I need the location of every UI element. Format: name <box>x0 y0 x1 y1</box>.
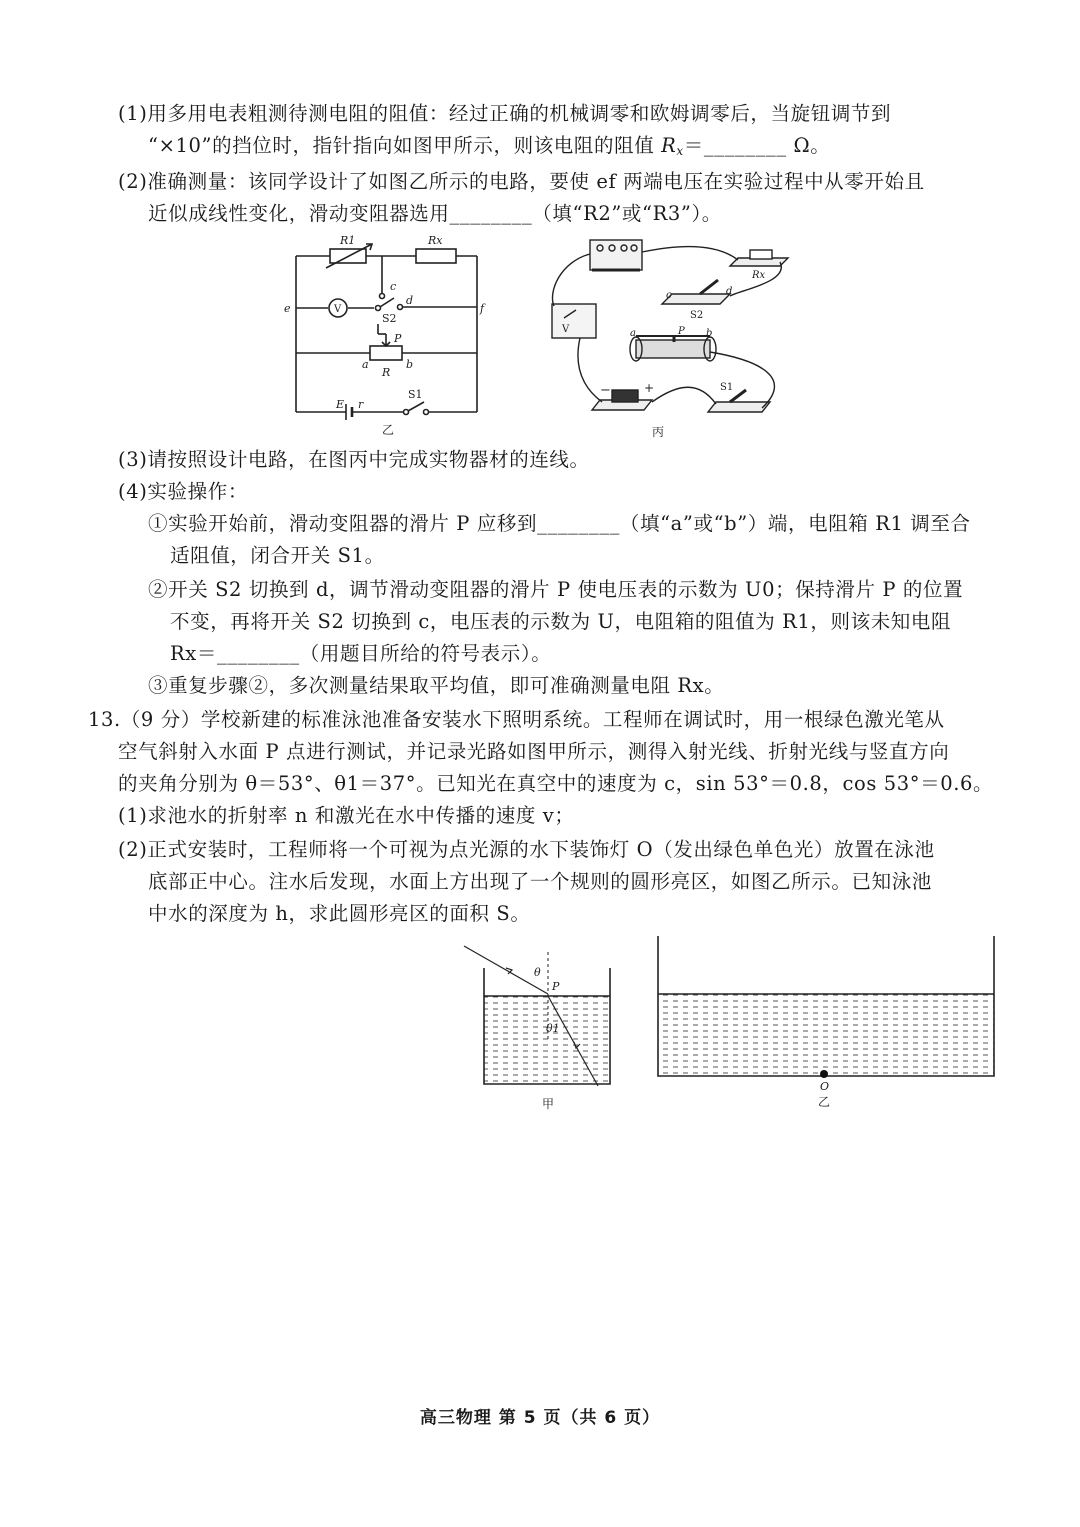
bing-label-s1: S1 <box>720 382 734 393</box>
bing-label-v: V <box>562 324 570 335</box>
label-voltmeter: V <box>334 304 342 315</box>
q12-part2-line2: 近似成线性变化，滑动变阻器选用________（填“R2”或“R3”）。 <box>148 202 722 225</box>
q13-part2-line3: 中水的深度为 h，求此圆形亮区的面积 S。 <box>148 902 531 925</box>
rx-symbol: $R_x$ <box>661 134 684 158</box>
label-a: a <box>362 358 369 371</box>
label-c: c <box>390 280 397 293</box>
circuit-diagram-yi <box>282 228 497 438</box>
label-s1: S1 <box>408 388 423 401</box>
q12-part4-step1-line1: ①实验开始前，滑动变阻器的滑片 P 应移到________（填“a”或“b”）端，电阻箱 R1 调至合 <box>148 512 971 535</box>
bing-label-s2: S2 <box>690 310 704 321</box>
label-e-source: E <box>336 398 345 411</box>
q12-part4-step1-line2: 适阻值，闭合开关 S1。 <box>170 544 385 567</box>
q13-part2-line2: 底部正中心。注水后发现，水面上方出现了一个规则的圆形亮区，如图乙所示。已知泳池 <box>148 870 932 893</box>
light-source-point <box>820 1070 828 1078</box>
bing-label-c: c <box>666 290 672 301</box>
q13-line3: 的夹角分别为 θ＝53°、θ1＝37°。已知光在真空中的速度为 c，sin 53°＝0.8，cos 53°＝0.6。 <box>118 772 994 795</box>
bing-label-plus: + <box>644 381 655 395</box>
label-f: f <box>480 302 485 315</box>
jia-label-p: P <box>552 980 560 993</box>
bing-label-minus: − <box>600 383 611 398</box>
apparatus-diagram-bing <box>540 232 800 440</box>
q12-part4-step2-line3: Rx＝________（用题目所给的符号表示）。 <box>170 642 552 665</box>
q12-part4-step3: ③重复步骤②，多次测量结果取平均值，即可准确测量电阻 Rx。 <box>148 674 725 697</box>
pool-diagram-yi <box>652 932 1000 1112</box>
jia-label-theta1: θ1 <box>546 1022 560 1035</box>
q12-part1-line1: (1)用多用电表粗测待测电阻的阻值：经过正确的机械调零和欧姆调零后，当旋钮调节到 <box>118 102 892 125</box>
bing-label-a: a <box>630 328 636 339</box>
q12-part2-line1: (2)准确测量：该同学设计了如图乙所示的电路，要使 ef 两端电压在实验过程中从零开始且 <box>118 170 925 193</box>
label-b: b <box>406 358 414 371</box>
q12-part1-blank: ＝________ Ω。 <box>683 134 831 157</box>
q13-part2-line1: (2)正式安装时，工程师将一个可视为点光源的水下装饰灯 O（发出绿色单色光）放置在泳池 <box>118 838 935 861</box>
bing-label-p: P <box>678 326 685 337</box>
label-rx: Rx <box>428 234 443 247</box>
label-s2: S2 <box>382 312 397 325</box>
page-footer: 高三物理 第 5 页（共 6 页） <box>419 1408 661 1428</box>
q12-part1-line2 <box>148 132 830 165</box>
refraction-diagram-jia <box>462 940 622 1115</box>
caption-jia: 甲 <box>542 1097 555 1111</box>
caption-yi: 乙 <box>382 423 395 437</box>
label-e: e <box>284 302 291 315</box>
caption-pool-yi: 乙 <box>818 1095 831 1109</box>
q12-part4-head: (4)实验操作： <box>118 480 248 503</box>
label-r1: R1 <box>340 234 356 247</box>
q13-line2: 空气斜射入水面 P 点进行测试，并记录光路如图甲所示，测得入射光线、折射光线与竖直方向 <box>118 740 950 763</box>
label-r-internal: r <box>358 398 364 411</box>
q12-part3: (3)请按照设计电路，在图丙中完成实物器材的连线。 <box>118 448 590 471</box>
q12-part4-step2-line1: ②开关 S2 切换到 d，调节滑动变阻器的滑片 P 使电压表的示数为 U0；保持滑片 P 的位置 <box>148 578 964 601</box>
q13-part1: (1)求池水的折射率 n 和激光在水中传播的速度 v； <box>118 804 575 827</box>
bing-label-d: d <box>726 286 733 297</box>
bing-label-b: b <box>706 328 713 339</box>
q12-part4-step2-line2: 不变，再将开关 S2 切换到 c，电压表的示数为 U，电阻箱的阻值为 R1，则该未知电阻 <box>170 610 952 633</box>
label-r: R <box>382 366 391 379</box>
jia-label-theta: θ <box>534 966 541 979</box>
label-p: P <box>394 332 402 345</box>
q12-part1-line2-text: “×10”的挡位时，指针指向如图甲所示，则该电阻的阻值 <box>148 134 662 157</box>
caption-bing: 丙 <box>652 425 665 439</box>
label-d: d <box>406 294 414 307</box>
q13-line1: 13.（9 分）学校新建的标准泳池准备安装水下照明系统。工程师在调试时，用一根绿色激光笔从 <box>88 708 945 731</box>
yi-label-o: O <box>820 1080 830 1093</box>
bing-label-rx: Rx <box>752 270 766 281</box>
